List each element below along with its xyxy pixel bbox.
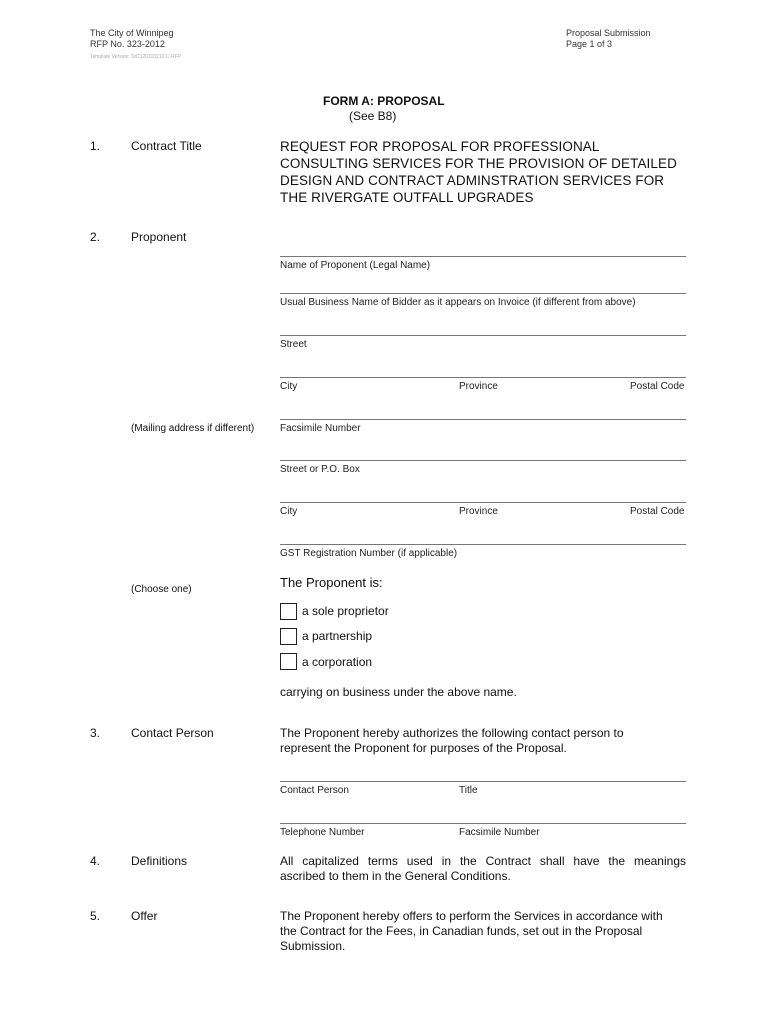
contract-title-line: REQUEST FOR PROPOSAL FOR PROFESSIONAL bbox=[280, 139, 600, 154]
contract-title-text bbox=[280, 138, 677, 206]
doc-type: Proposal Submission bbox=[566, 28, 651, 38]
title-caption: Title bbox=[459, 785, 478, 796]
section-1-label: Contract Title bbox=[131, 139, 202, 153]
proponent-is-label: The Proponent is: bbox=[280, 575, 383, 590]
contract-title-line: THE RIVERGATE OUTFALL UPGRADES bbox=[280, 190, 534, 205]
paragraph-line: represent the Proponent for purposes of the Proposal. bbox=[280, 741, 567, 755]
contact-person-paragraph bbox=[280, 726, 624, 756]
street-field[interactable] bbox=[280, 335, 686, 336]
section-5-number: 5. bbox=[90, 909, 101, 923]
sole-proprietor-label: a sole proprietor bbox=[302, 604, 389, 618]
paragraph-line: the Contract for the Fees, in Canadian funds, set out in the Proposal bbox=[280, 924, 643, 938]
partnership-label: a partnership bbox=[302, 629, 373, 643]
business-name-field[interactable] bbox=[280, 293, 686, 294]
contact-fax-caption: Facsimile Number bbox=[459, 827, 540, 838]
legal-name-caption: Name of Proponent (Legal Name) bbox=[280, 260, 431, 271]
section-1-number: 1. bbox=[90, 139, 101, 153]
paragraph-line: The Proponent hereby authorizes the following contact person to bbox=[280, 726, 624, 740]
paragraph-line: ascribed to them in the General Conditions. bbox=[280, 869, 511, 883]
section-2-number: 2. bbox=[90, 230, 101, 244]
definitions-paragraph bbox=[280, 854, 686, 884]
choose-one-note: (Choose one) bbox=[131, 584, 192, 595]
province-caption: Province bbox=[459, 381, 498, 392]
contract-title-line: DESIGN AND CONTRACT ADMINSTRATION SERVICES FOR bbox=[280, 173, 665, 188]
section-5-label: Offer bbox=[131, 909, 158, 923]
street-caption: Street bbox=[280, 339, 307, 350]
corporation-checkbox[interactable] bbox=[280, 653, 297, 670]
phone-fax-field[interactable] bbox=[280, 823, 686, 824]
contact-person-caption: Contact Person bbox=[280, 785, 349, 796]
section-3-number: 3. bbox=[90, 726, 101, 740]
section-4-label: Definitions bbox=[131, 854, 188, 868]
mailing-city-province-postal-field[interactable] bbox=[280, 502, 686, 503]
form-title: FORM A: PROPOSAL bbox=[323, 94, 445, 108]
telephone-caption: Telephone Number bbox=[280, 827, 365, 838]
legal-name-field[interactable] bbox=[280, 256, 686, 257]
paragraph-line: The Proponent hereby offers to perform the Services in accordance with bbox=[280, 909, 663, 923]
mailing-city-caption: City bbox=[280, 506, 298, 517]
street-po-field[interactable] bbox=[280, 460, 686, 461]
sole-proprietor-checkbox[interactable] bbox=[280, 603, 297, 620]
mailing-province-caption: Province bbox=[459, 506, 498, 517]
mailing-postal-code-caption: Postal Code bbox=[630, 506, 685, 517]
contact-person-title-field[interactable] bbox=[280, 781, 686, 782]
header-left bbox=[90, 28, 174, 50]
paragraph-line: Submission. bbox=[280, 939, 346, 953]
gst-caption: GST Registration Number (if applicable) bbox=[280, 548, 458, 559]
partnership-checkbox[interactable] bbox=[280, 628, 297, 645]
offer-paragraph bbox=[280, 909, 663, 954]
fax-caption: Facsimile Number bbox=[280, 423, 361, 434]
form-see-ref: (See B8) bbox=[349, 109, 397, 123]
section-3-label: Contact Person bbox=[131, 726, 214, 740]
section-4-number: 4. bbox=[90, 854, 101, 868]
business-name-caption: Usual Business Name of Bidder as it appears on Invoice (if different from above) bbox=[280, 297, 636, 308]
street-po-caption: Street or P.O. Box bbox=[280, 464, 360, 475]
template-version: Template Version: SrC120110216 C-RFP bbox=[90, 54, 182, 60]
carrying-on-business-text: carrying on business under the above name. bbox=[280, 685, 517, 699]
contract-title-line: CONSULTING SERVICES FOR THE PROVISION OF DETAILED bbox=[280, 156, 677, 171]
header-right bbox=[566, 28, 651, 50]
gst-field[interactable] bbox=[280, 544, 686, 545]
corporation-label: a corporation bbox=[302, 655, 373, 669]
paragraph-line: All capitalized terms used in the Contract shall have the meanings bbox=[280, 854, 686, 868]
mailing-address-note: (Mailing address if different) bbox=[131, 423, 255, 434]
postal-code-caption: Postal Code bbox=[630, 381, 685, 392]
city-name: The City of Winnipeg bbox=[90, 28, 174, 38]
section-2-label: Proponent bbox=[131, 230, 187, 244]
city-province-postal-field[interactable] bbox=[280, 377, 686, 378]
page-number: Page 1 of 3 bbox=[566, 39, 613, 49]
city-caption: City bbox=[280, 381, 298, 392]
fax-field[interactable] bbox=[280, 419, 686, 420]
rfp-number: RFP No. 323-2012 bbox=[90, 39, 165, 49]
